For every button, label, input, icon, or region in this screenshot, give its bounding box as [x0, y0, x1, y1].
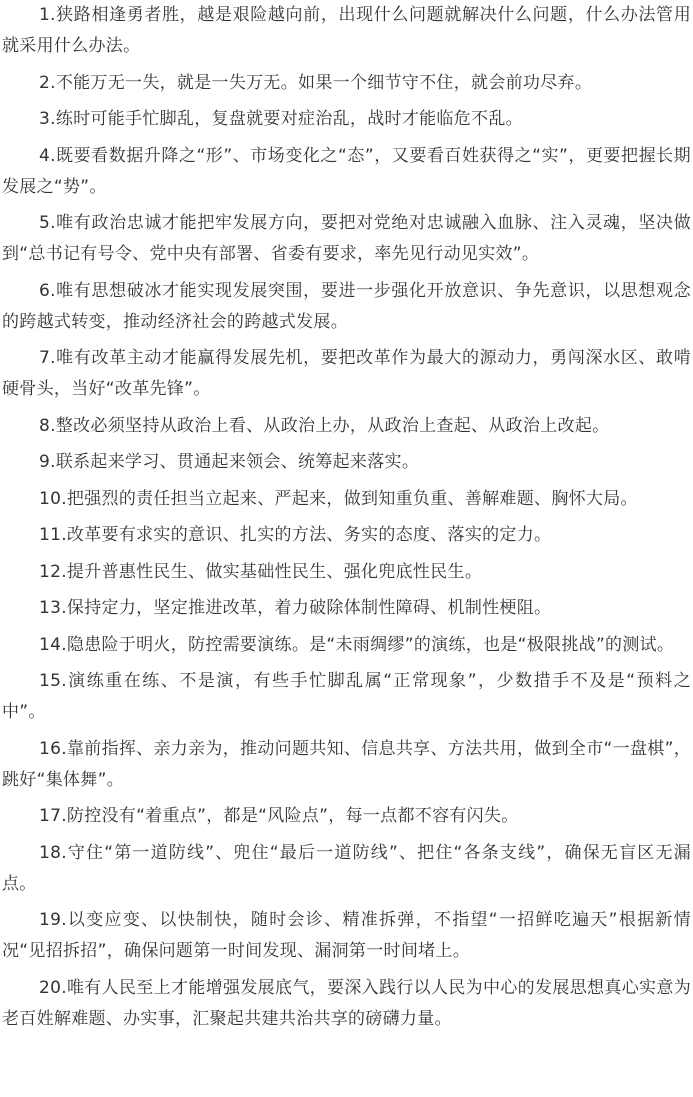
paragraph-1: 1.狭路相逢勇者胜，越是艰险越向前，出现什么问题就解决什么问题，什么办法管用就采用什么办法。 [2, 5, 691, 56]
paragraph-8: 8.整改必须坚持从政治上看、从政治上办，从政治上查起、从政治上改起。 [39, 415, 610, 436]
paragraph-9: 9.联系起来学习、贯通起来领会、统筹起来落实。 [39, 452, 420, 472]
paragraph-20: 20.唯有人民至上才能增强发展底气，要深入践行以人民为中心的发展思想真心实意为老百姓解难题、办实事，汇聚起共建共治共享的磅礴力量。 [2, 977, 691, 1029]
paragraph-13: 13.保持定力，坚定推进改革，着力破除体制性障碍、机制性梗阻。 [39, 598, 552, 618]
paragraph-14: 14.隐患险于明火，防控需要演练。是“未雨绸缪”的演练，也是“极限挑战”的测试。 [39, 634, 675, 655]
paragraph-12: 12.提升普惠性民生、做实基础性民生、强化兜底性民生。 [39, 561, 483, 582]
paragraph-2: 2.不能万无一失，就是一失万无。如果一个细节守不住，就会前功尽弃。 [39, 72, 593, 93]
paragraph-15: 15.演练重在练、不是演，有些手忙脚乱属“正常现象”，少数措手不及是“预料之中”。 [2, 671, 691, 722]
paragraph-11: 11.改革要有求实的意识、扎实的方法、务实的态度、落实的定力。 [39, 525, 552, 545]
paragraph-10: 10.把强烈的责任担当立起来、严起来，做到知重负重、善解难题、胸怀大局。 [39, 488, 638, 509]
paragraph-7: 7.唯有改革主动才能赢得发展先机，要把改革作为最大的源动力，勇闯深水区、敢啃硬骨头，当好“改革先锋”。 [2, 348, 691, 399]
paragraph-4: 4.既要看数据升降之“形”、市场变化之“态”，又要看百姓获得之“实”，更要把握长期发展之“势”。 [2, 145, 691, 197]
paragraph-3: 3.练时可能手忙脚乱，复盘就要对症治乱，战时才能临危不乱。 [39, 109, 523, 129]
paragraph-5: 5.唯有政治忠诚才能把牢发展方向，要把对党绝对忠诚融入血脉、注入灵魂，坚决做到“总书记有号令、党中央有部署、省委有要求，率先见行动见实效”。 [2, 213, 691, 264]
paragraph-18: 18.守住“第一道防线”、兜住“最后一道防线”、把住“各条支线”，确保无盲区无漏点。 [2, 842, 691, 894]
paragraph-17: 17.防控没有“着重点”，都是“风险点”，每一点都不容有闪失。 [39, 806, 519, 826]
paragraph-6: 6.唯有思想破冰才能实现发展突围，要进一步强化开放意识、争先意识，以思想观念的跨越式转变，推动经济社会的跨越式发展。 [2, 280, 691, 332]
paragraph-16: 16.靠前指挥、亲力亲为，推动问题共知、信息共享、方法共用，做到全市“一盘棋”，跳好“集体舞”。 [2, 738, 691, 790]
paragraph-19: 19.以变应变、以快制快，随时会诊、精准拆弹，不指望“一招鲜吃遍天”根据新情况“见招拆招”，确保问题第一时间发现、漏洞第一时间堵上。 [2, 910, 691, 961]
